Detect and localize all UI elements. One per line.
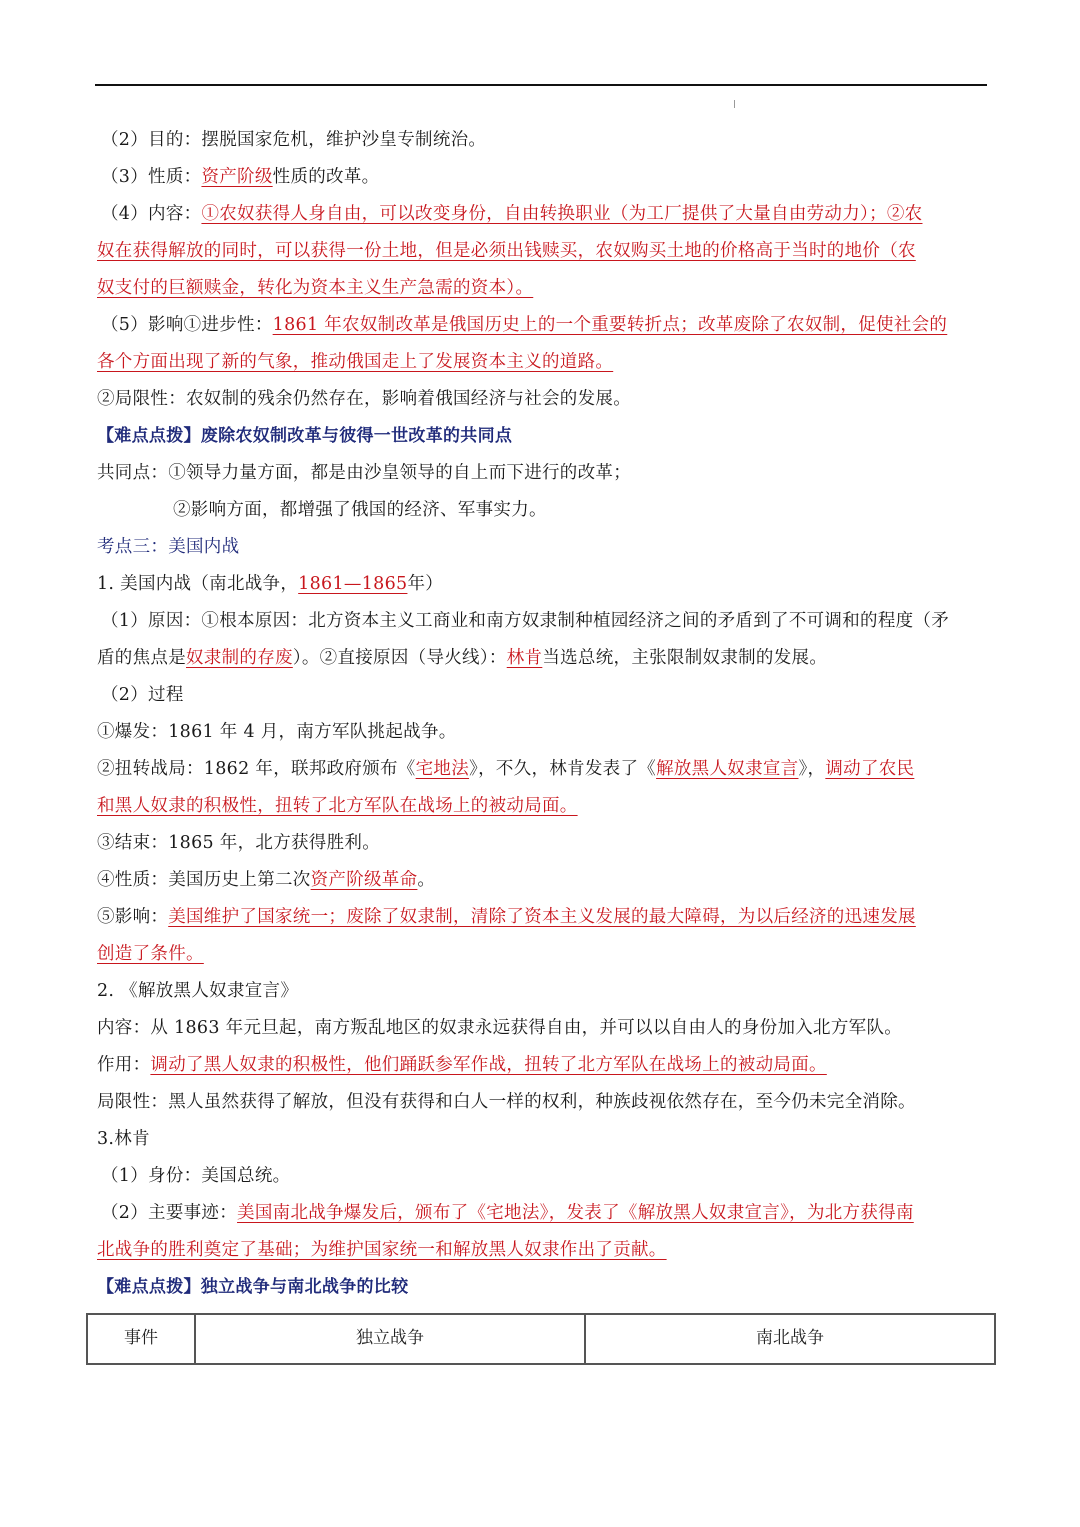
text-line (97, 1047, 985, 1084)
text-line (97, 196, 985, 233)
text: （3）性质： (101, 167, 202, 187)
text-line (97, 677, 985, 714)
text: （4）内容： (101, 204, 202, 224)
comparison-table (86, 1313, 996, 1365)
text: （2）主要事迹： (101, 1203, 238, 1223)
text-line (97, 159, 985, 196)
answer: ①农奴获得人身自由，可以改变身份，自由转换职业（为工厂提供了大量自由劳动力）；②农 (201, 204, 923, 224)
text-line (97, 640, 985, 677)
answer: 和黑人奴隶的积极性，扭转了北方军队在战场上的被动局面。 (97, 796, 578, 816)
heading-text: 考点三：美国内战 (97, 537, 240, 557)
text-line (97, 899, 985, 936)
answer: 美国维护了国家统一；废除了奴隶制，清除了资本主义发展的最大障碍，为以后经济的迅速发展 (168, 907, 916, 927)
text: 盾的焦点是 (97, 648, 186, 668)
answer: 调动了农民 (825, 759, 915, 779)
text-line (97, 1084, 985, 1121)
text: 共同点：①领导力量方面，都是由沙皇领导的自上而下进行的改革； (97, 463, 631, 483)
text: 内容：从 1863 年元旦起，南方叛乱地区的奴隶永远获得自由，并可以以自由人的身份加入北方军队。 (97, 1018, 903, 1038)
section-heading (97, 418, 985, 455)
text-line (97, 973, 985, 1010)
answer: 1861 年农奴制改革是俄国历史上的一个重要转折点；改革废除了农奴制，促使社会的 (272, 315, 948, 335)
text: 。 (417, 870, 436, 890)
text: 2. 《解放黑人奴隶宣言》 (97, 981, 299, 1001)
text-line (97, 344, 985, 381)
text: 》，不久，林肯发表了《 (469, 759, 657, 779)
text: （2）目的：摆脱国家危机，维护沙皇专制统治。 (101, 130, 487, 150)
text-line (97, 1010, 985, 1047)
heading-text: 【难点点拨】废除农奴制改革与彼得一世改革的共同点 (97, 426, 513, 446)
text: （2）过程 (101, 685, 184, 705)
text-line (97, 714, 985, 751)
text-line (97, 122, 985, 159)
answer: 资产阶级革命 (310, 870, 418, 890)
text: ②影响方面，都增强了俄国的经济、军事实力。 (173, 500, 547, 520)
text: （1）身份：美国总统。 (101, 1166, 291, 1186)
text: （1）原因：①根本原因：北方资本主义工商业和南方奴隶制种植园经济之间的矛盾到了不可调和的程度（矛 (101, 611, 950, 631)
text-line (97, 566, 985, 603)
text: ⑤影响： (97, 907, 169, 927)
text: ②局限性：农奴制的残余仍然存在，影响着俄国经济与社会的发展。 (97, 389, 631, 409)
section-heading (97, 1269, 985, 1306)
kaodian-heading (97, 529, 985, 566)
text: ④性质：美国历史上第二次 (97, 870, 311, 890)
text-line (97, 825, 985, 862)
text-line (97, 455, 985, 492)
text-line (97, 936, 985, 973)
text-line (97, 862, 985, 899)
text: 局限性：黑人虽然获得了解放，但没有获得和白人一样的权利，种族歧视依然存在，至今仍未完全消除。 (97, 1092, 916, 1112)
answer: 各个方面出现了新的气象，推动俄国走上了发展资本主义的道路。 (97, 352, 614, 372)
text: 作用： (97, 1055, 151, 1075)
text: （5）影响①进步性： (101, 315, 273, 335)
text: 》， (798, 759, 826, 779)
text-line (97, 1232, 985, 1269)
answer: 北战争的胜利奠定了基础；为维护国家统一和解放黑人奴隶作出了贡献。 (97, 1240, 667, 1260)
answer: 奴隶制的存废 (186, 648, 293, 668)
text-line (97, 381, 985, 418)
answer: 美国南北战争爆发后，颁布了《宅地法》，发表了《解放黑人奴隶宣言》，为北方获得南 (237, 1203, 914, 1223)
text: 性质的改革。 (272, 167, 380, 187)
text-line (97, 307, 985, 344)
table-header-cell: 事件 (87, 1314, 195, 1364)
table-header-row (87, 1314, 995, 1364)
text-line (97, 603, 985, 640)
text: 年） (407, 574, 444, 594)
text-line (97, 270, 985, 307)
text-line (97, 492, 985, 529)
text: 3.林肯 (97, 1129, 150, 1149)
answer: 奴支付的巨额赎金，转化为资本主义生产急需的资本）。 (97, 278, 534, 298)
answer: 资产阶级 (201, 167, 273, 187)
scan-mark (734, 100, 735, 108)
answer: 宅地法 (415, 759, 470, 779)
text-line (97, 751, 985, 788)
text-line (97, 1195, 985, 1232)
document-body (97, 122, 985, 1306)
answer: 调动了黑人奴隶的积极性，他们踊跃参军作战，扭转了北方军队在战场上的被动局面。 (150, 1055, 827, 1075)
top-rule (95, 84, 987, 86)
text: ）。②直接原因（导火线）： (292, 648, 507, 668)
text-line (97, 1121, 985, 1158)
answer: 解放黑人奴隶宣言 (656, 759, 799, 779)
answer: 林肯 (506, 648, 543, 668)
answer: 创造了条件。 (97, 944, 204, 964)
text-line (97, 1158, 985, 1195)
answer: 奴在获得解放的同时，可以获得一份土地，但是必须出钱赎买，农奴购买土地的价格高于当时的地价（农 (97, 241, 916, 261)
text: ①爆发：1861 年 4 月，南方军队挑起战争。 (97, 722, 457, 742)
text: ③结束：1865 年，北方获得胜利。 (97, 833, 380, 853)
answer: 1861—1865 (298, 574, 408, 594)
text: 1. 美国内战（南北战争， (97, 574, 299, 594)
text: ②扭转战局：1862 年，联邦政府颁布《 (97, 759, 416, 779)
text: 当选总统，主张限制奴隶制的发展。 (542, 648, 828, 668)
table-header-cell: 南北战争 (585, 1314, 995, 1364)
heading-text: 【难点点拨】独立战争与南北战争的比较 (97, 1277, 409, 1297)
text-line (97, 233, 985, 270)
table-header-cell: 独立战争 (195, 1314, 585, 1364)
text-line (97, 788, 985, 825)
